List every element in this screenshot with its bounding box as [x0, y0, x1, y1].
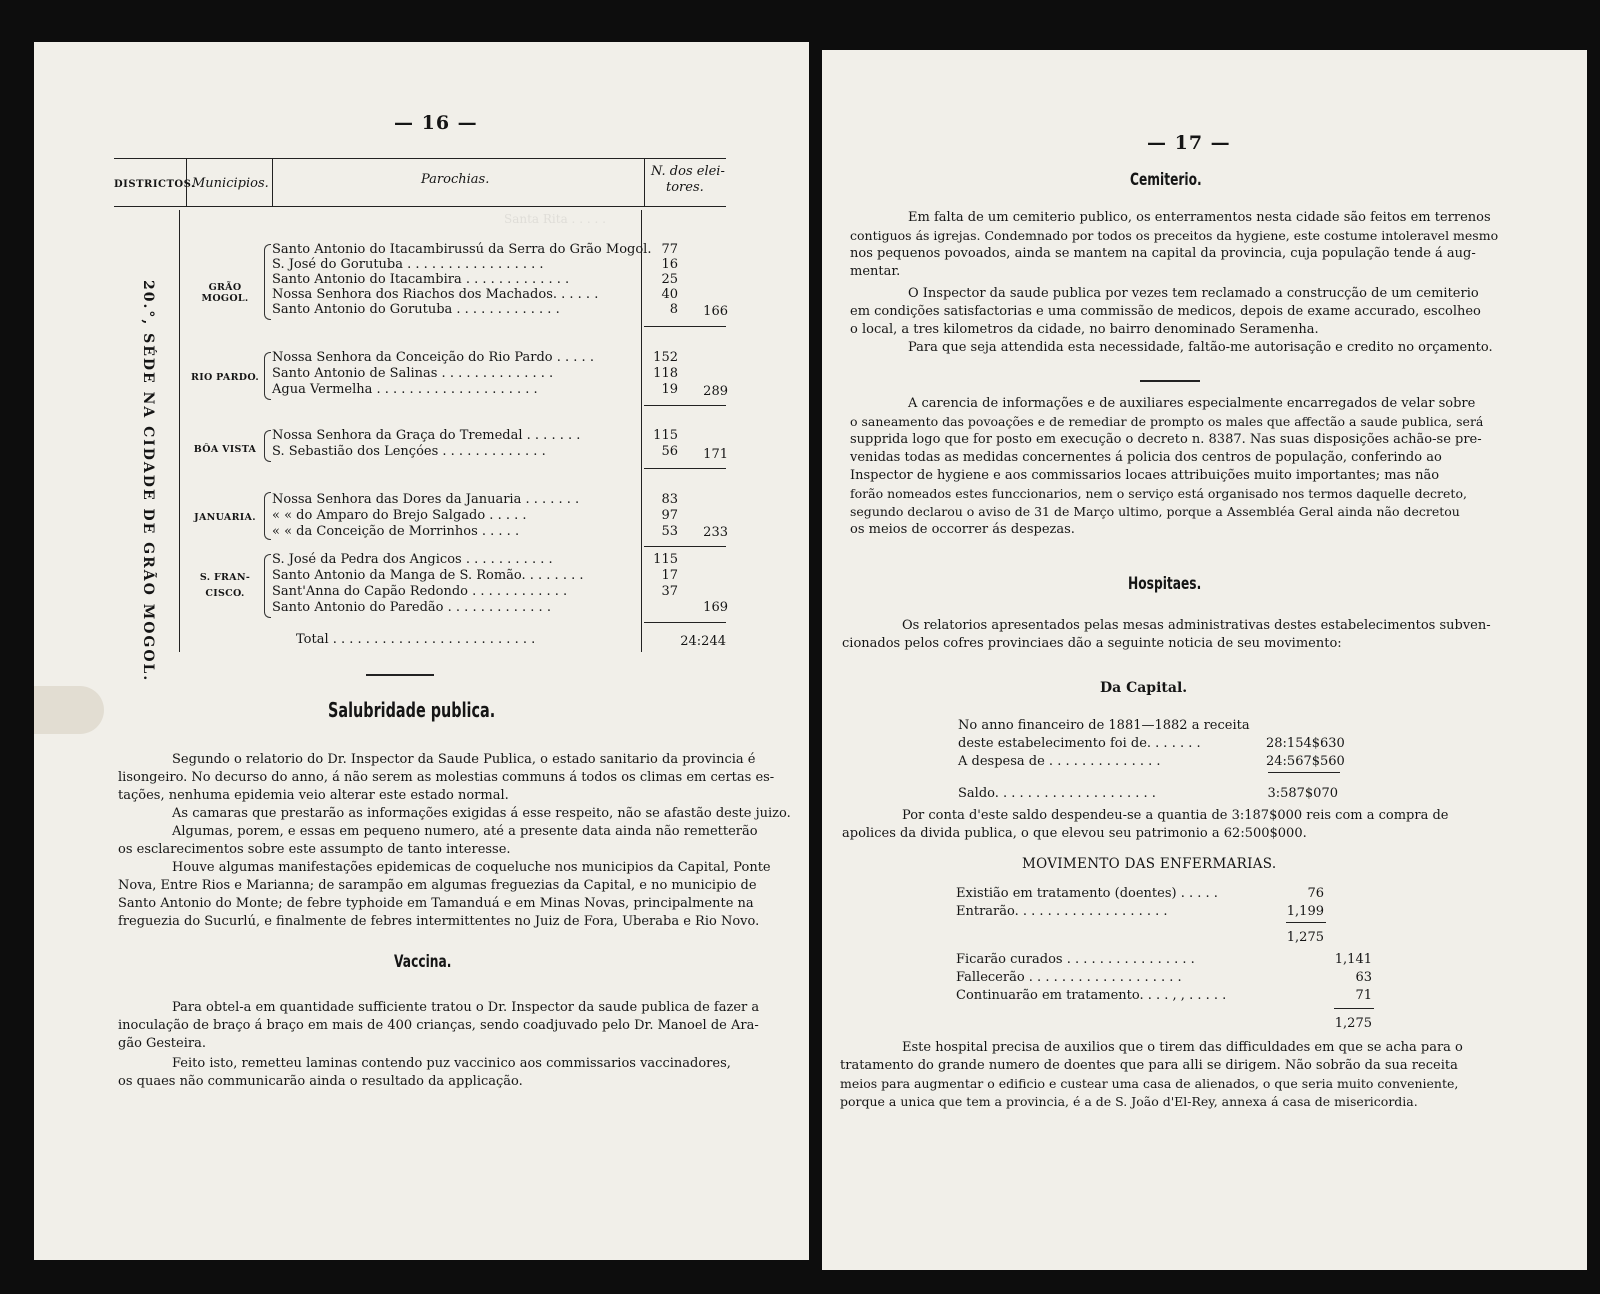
section-rule — [1140, 380, 1200, 382]
parochia-row: S. José do Gorutuba . . . . . . . . . . . . . . . . . — [272, 257, 544, 272]
text-line: apolices da divida publica, o que elevou seu patrimonio a 62:500$000. — [842, 826, 1307, 841]
section-heading-hospitaes: Hospitaes. — [1128, 574, 1202, 594]
subtotal-value: 1,275 — [1286, 930, 1324, 945]
text-line: o saneamento das povoações e de remediar de prompto os males que affectão a saude publica, será — [850, 414, 1484, 429]
text-line: mentar. — [850, 264, 901, 279]
text-line: os esclarecimentos sobre este assumpto de tanto interesse. — [118, 842, 511, 857]
text-line: A carencia de informações e de auxiliares especialmente encarregados de velar sobre — [908, 396, 1476, 411]
parochia-row: Santo Antonio do Itacambira . . . . . . . . . . . . . — [272, 272, 570, 287]
parochia-row: Agua Vermelha . . . . . . . . . . . . . . . . . . . . — [272, 382, 538, 397]
subtotal-rule — [644, 546, 726, 547]
text-line: Algumas, porem, e essas em pequeno numero, até a presente data ainda não remetterão — [172, 824, 758, 839]
text-line: tações, nenhuma epidemia veio alterar este estado normal. — [118, 788, 509, 803]
electores-value: 152 — [653, 350, 678, 365]
electores-value: 115 — [653, 552, 678, 567]
text-line: cionados pelos cofres provinciaes dão a seguinte noticia de seu movimento: — [842, 636, 1342, 651]
municipio-label: CISCO. — [205, 588, 245, 599]
parochia-row: S. José da Pedra dos Angicos . . . . . . . . . . . — [272, 552, 553, 567]
text-line: Para que seja attendida esta necessidade, faltão-me autorisação e credito no orçamento. — [908, 340, 1493, 355]
parochia-row: Santo Antonio do Itacambirussú da Serra do Grão Mogol. — [272, 242, 652, 257]
text-line: Ficarão curados . . . . . . . . . . . . . . . . — [956, 952, 1195, 967]
page-number: — 16 — — [394, 112, 478, 134]
text-line: Santo Antonio do Monte; de febre typhoide em Tamanduá e em Minas Novas, principalmente na — [118, 896, 754, 911]
text-line: venidas todas as medidas concernentes á policia dos centros de população, conferindo ao — [850, 450, 1442, 465]
subtotal-rule — [644, 326, 726, 327]
text-line: Continuarão em tratamento. . . . , , . . . . . — [956, 988, 1227, 1003]
text-line: As camaras que prestarão as informações exigidas á esse respeito, não se afastão deste juizo. — [172, 806, 791, 821]
text-line: meios para augmentar o edificio e custear uma casa de alienados, o que seria muito conveniente, — [840, 1076, 1459, 1091]
table-top-rule — [114, 158, 726, 159]
text-line: Os relatorios apresentados pelas mesas administrativas destes estabelecimentos subven- — [902, 618, 1491, 633]
text-line: Entrarão. . . . . . . . . . . . . . . . . . . — [956, 904, 1168, 919]
table-col-rule — [272, 158, 273, 206]
subtotal-value: 289 — [703, 384, 728, 399]
header-electores: tores. — [666, 180, 704, 195]
section-heading-vaccina: Vaccina. — [394, 952, 452, 972]
parochia-row: Santo Antonio do Gorutuba . . . . . . . . . . . . . — [272, 302, 560, 317]
group-brace — [264, 492, 271, 540]
sum-rule — [1268, 772, 1340, 773]
text-line: Existião em tratamento (doentes) . . . . . — [956, 886, 1218, 901]
group-brace — [264, 244, 271, 320]
text-line: deste estabelecimento foi de. . . . . . . — [958, 736, 1201, 751]
left-page — [34, 42, 809, 1260]
text-line: Para obtel-a em quantidade sufficiente tratou o Dr. Inspector da saude publica de fazer a — [172, 1000, 760, 1015]
curados-value: 1,141 — [1334, 952, 1372, 967]
text-line: os quaes não communicarão ainda o resultado da applicação. — [118, 1074, 523, 1089]
text-line: Fallecerão . . . . . . . . . . . . . . . . . . . — [956, 970, 1182, 985]
subtotal-value: 169 — [703, 600, 728, 615]
text-line: contiguos ás igrejas. Condemnado por todos os preceitos da hygiene, este costume intoleravel mesmo — [850, 228, 1499, 243]
header-municipios: Municipios. — [192, 176, 269, 191]
movimento-total-value: 1,275 — [1334, 1016, 1372, 1031]
text-line: Por conta d'este saldo despendeu-se a quantia de 3:187$000 reis com a compra de — [902, 808, 1449, 823]
subheading-da-capital: Da Capital. — [1100, 680, 1188, 696]
text-line: gão Gesteira. — [118, 1036, 206, 1051]
subtotal-value: 166 — [703, 304, 728, 319]
parochia-row: Nossa Senhora dos Riachos dos Machados. . . . . . — [272, 287, 599, 302]
text-line: lisongeiro. No decurso do anno, á não serem as molestias communs á todos os climas em certas es- — [118, 770, 775, 785]
header-parochias: Parochias. — [421, 172, 490, 187]
text-line: forão nomeados estes funccionarios, nem o serviço está organisado nos termos daquelle decreto, — [850, 486, 1467, 501]
text-line: No anno financeiro de 1881—1882 a receita — [958, 718, 1250, 733]
section-heading-salubridade: Salubridade publica. — [328, 698, 496, 722]
text-line: Inspector de hygiene e aos commissarios locaes attribuições muito importantes; mas não — [850, 468, 1440, 483]
subtotal-rule — [644, 622, 726, 623]
text-line: Houve algumas manifestações epidemicas de coqueluche nos municipios da Capital, Ponte — [172, 860, 771, 875]
sum-rule — [1286, 922, 1326, 923]
electores-value: 17 — [661, 568, 678, 583]
municipio-label: GRÃO MOGOL. — [201, 282, 249, 304]
text-line: Este hospital precisa de auxilios que o tirem das difficuldades em que se acha para o — [902, 1040, 1463, 1055]
municipio-label: JANUARIA. — [194, 512, 256, 523]
electores-value: 115 — [653, 428, 678, 443]
subtotal-value: 233 — [703, 525, 728, 540]
parochia-row: « « do Amparo do Brejo Salgado . . . . . — [272, 508, 527, 523]
municipio-label: RIO PARDO. — [191, 372, 259, 383]
text-line: tratamento do grande numero de doentes que para alli se dirigem. Não sobrão da sua receita — [840, 1058, 1458, 1073]
text-line: Feito isto, remetteu laminas contendo puz vaccinico aos commissarios vaccinadores, — [172, 1056, 731, 1071]
movimento-title: MOVIMENTO DAS ENFERMARIAS. — [1022, 856, 1277, 872]
bleed-through: Santa Rita . . . . . — [504, 212, 606, 226]
text-line: O Inspector da saude publica por vezes tem reclamado a construcção de um cemiterio — [908, 286, 1479, 301]
page-tab — [34, 686, 104, 734]
municipio-label: BÔA VISTA — [193, 444, 257, 455]
subtotal-value: 171 — [703, 447, 728, 462]
district-label: 20.°, SÉDE NA CIDADE DE GRÃO MOGOL. — [140, 279, 156, 683]
right-page — [822, 50, 1587, 1270]
parochia-row: Santo Antonio da Manga de S. Romão. . . . . . . . — [272, 568, 584, 583]
total-label: Total . . . . . . . . . . . . . . . . . . . . . . . . . — [296, 632, 536, 647]
subtotal-rule — [644, 405, 726, 406]
existiao-value: 76 — [1307, 886, 1324, 901]
parochia-row: Nossa Senhora das Dores da Januaria . . . . . . . — [272, 492, 580, 507]
page-number: — 17 — — [1147, 132, 1231, 154]
electores-value: 53 — [661, 524, 678, 539]
group-brace — [264, 430, 271, 462]
header-districts: DISTRICTOS. — [114, 179, 195, 190]
electores-value: 40 — [661, 287, 678, 302]
group-brace — [264, 352, 271, 400]
text-line: supprida logo que for posto em execução o decreto n. 8387. Nas suas disposições achão-se pre- — [850, 432, 1482, 447]
parochia-row: S. Sebastião dos Lençóes . . . . . . . . . . . . . — [272, 444, 546, 459]
electores-value: 16 — [661, 257, 678, 272]
parochia-row: Santo Antonio de Salinas . . . . . . . . . . . . . . — [272, 366, 554, 381]
grand-total-value: 24:244 — [680, 634, 726, 649]
despesa-value: 24:567$560 — [1266, 754, 1345, 769]
sum-rule — [1334, 1008, 1374, 1009]
electores-value: 56 — [661, 444, 678, 459]
electores-value: 25 — [661, 272, 678, 287]
text-line: inoculação de braço á braço em mais de 400 crianças, sendo coadjuvado pelo Dr. Manoel de Ara- — [118, 1018, 759, 1033]
text-line: segundo declarou o aviso de 31 de Março ultimo, porque a Assembléa Geral ainda não decretou — [850, 504, 1460, 519]
electores-value: 97 — [661, 508, 678, 523]
table-col-rule — [179, 210, 180, 652]
electores-value: 19 — [661, 382, 678, 397]
group-brace — [264, 554, 271, 618]
text-line: freguezia do Sucurlú, e finalmente de febres intermittentes no Juiz de Fora, Uberaba e Rio Novo. — [118, 914, 760, 929]
table-col-rule — [644, 158, 645, 206]
electores-value: 77 — [661, 242, 678, 257]
entrarao-value: 1,199 — [1286, 904, 1324, 919]
section-rule — [366, 674, 434, 676]
parochia-row: Nossa Senhora da Graça do Tremedal . . . . . . . — [272, 428, 581, 443]
saldo-value: 3:587$070 — [1267, 786, 1338, 801]
text-line: Saldo. . . . . . . . . . . . . . . . . . . . — [958, 786, 1156, 801]
subtotal-rule — [644, 468, 726, 469]
municipio-label: S. FRAN- — [199, 572, 251, 583]
text-line: Nova, Entre Rios e Marianna; de sarampão em algumas freguezias da Capital, e no municipio de — [118, 878, 757, 893]
text-line: o local, a tres kilometros da cidade, no bairro denominado Seramenha. — [850, 322, 1319, 337]
electores-value: 83 — [661, 492, 678, 507]
electores-value: 118 — [653, 366, 678, 381]
text-line: porque a unica que tem a provincia, é a de S. João d'El-Rey, annexa á casa de misericordia. — [840, 1094, 1418, 1109]
text-line: em condições satisfactorias e uma commissão de medicos, depois de exame accurado, escolheo — [850, 304, 1481, 319]
text-line: nos pequenos povoados, ainda se mantem na capital da provincia, cuja população tende á aug- — [850, 246, 1476, 261]
electores-value: 37 — [661, 584, 678, 599]
text-line: Em falta de um cemiterio publico, os enterramentos nesta cidade são feitos em terrenos — [908, 210, 1491, 225]
electores-value: 8 — [669, 302, 678, 317]
text-line: os meios de occorrer ás despezas. — [850, 522, 1075, 537]
fallecerao-value: 63 — [1355, 970, 1372, 985]
table-header-rule — [114, 206, 726, 207]
continuarao-value: 71 — [1355, 988, 1372, 1003]
text-line: A despesa de . . . . . . . . . . . . . . — [958, 754, 1161, 769]
parochia-row: Sant'Anna do Capão Redondo . . . . . . . . . . . . — [272, 584, 568, 599]
parochia-row: « « da Conceição de Morrinhos . . . . . — [272, 524, 520, 539]
header-electores: N. dos elei- — [651, 164, 725, 179]
text-line: Segundo o relatorio do Dr. Inspector da Saude Publica, o estado sanitario da provincia é — [172, 752, 756, 767]
section-heading-cemiterio: Cemiterio. — [1130, 170, 1202, 190]
parochia-row: Nossa Senhora da Conceição do Rio Pardo . . . . . — [272, 350, 594, 365]
parochia-row: Santo Antonio do Paredão . . . . . . . . . . . . . — [272, 600, 551, 615]
receita-value: 28:154$630 — [1266, 736, 1345, 751]
